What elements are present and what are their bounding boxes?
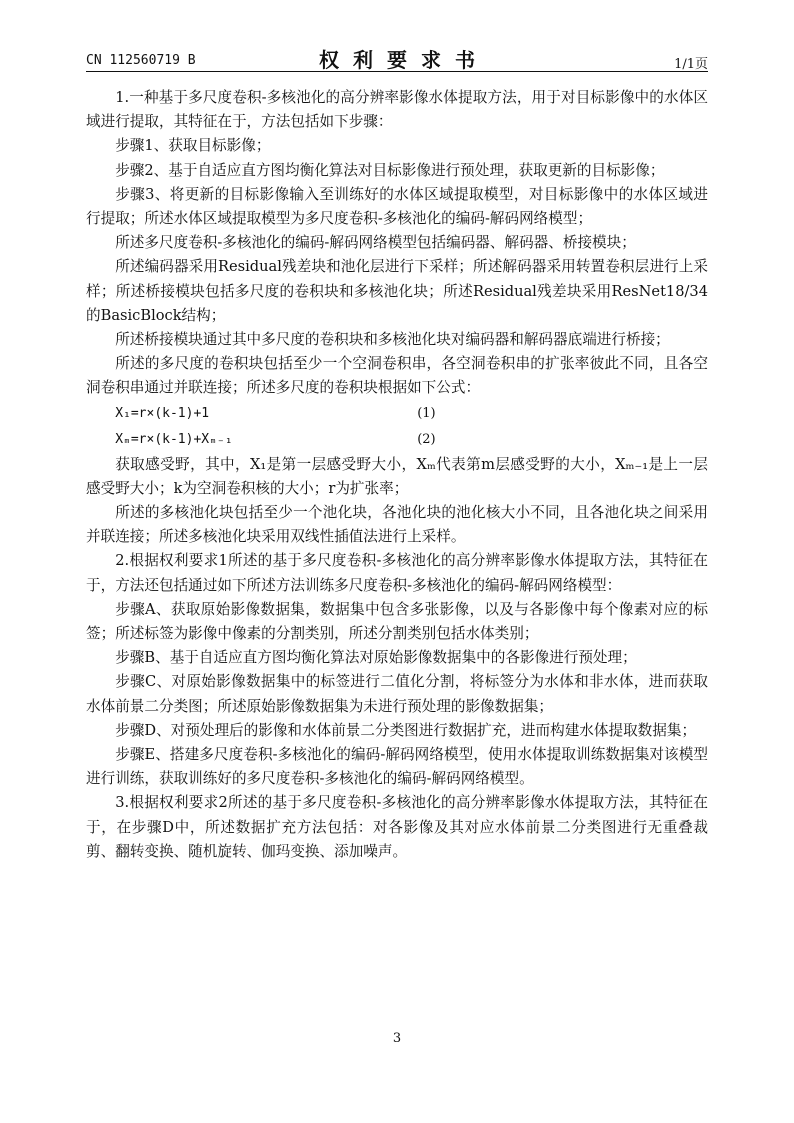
claim-1-intro: 1.一种基于多尺度卷积-多核池化的高分辨率影像水体提取方法，用于对目标影像中的水体区域进行提取，其特征在于，方法包括如下步骤：: [86, 89, 708, 131]
formula-2-expression: Xₘ=r×(k-1)+Xₘ₋₁: [115, 431, 233, 447]
formula-1: [86, 401, 708, 427]
claim-1-step-1: 步骤1、获取目标影像；: [115, 137, 271, 155]
claim-1-receptive-field: 获取感受野，其中，X₁是第一层感受野大小，Xₘ代表第m层感受野的大小，Xₘ₋₁是上一层感受野大小；k为空洞卷积核的大小；r为扩张率；: [86, 455, 708, 497]
claims-body: [86, 86, 708, 864]
claim-1-conv-block: 所述的多尺度的卷积块包括至少一个空洞卷积串，各空洞卷积串的扩张率彼此不同，且各空洞卷积串通过并联连接；所述多尺度的卷积块根据如下公式：: [86, 355, 708, 397]
claim-1-step-3: 步骤3、将更新的目标影像输入至训练好的水体区域提取模型，对目标影像中的水体区域进行提取；所述水体区域提取模型为多尺度卷积-多核池化的编码-解码网络模型；: [86, 185, 708, 228]
claim-2-step-a: 步骤A、获取原始影像数据集，数据集中包含多张影像，以及与各影像中每个像素对应的标签；所述标签为影像中像素的分割类别，所述分割类别包括水体类别；: [86, 600, 708, 643]
formula-2-number: (2): [417, 431, 436, 447]
claim-2-step-b: 步骤B、基于自适应直方图均衡化算法对原始影像数据集中的各影像进行预处理；: [115, 649, 637, 667]
claim-3: 3.根据权利要求2所述的基于多尺度卷积-多核池化的高分辨率影像水体提取方法，其特征在于，在步骤D中，所述数据扩充方法包括：对各影像及其对应水体前景二分类图进行无重叠裁剪、翻转变换、随机旋转、伽玛变换、添加噪声。: [86, 794, 708, 860]
claim-2-step-e: 步骤E、搭建多尺度卷积-多核池化的编码-解码网络模型，使用水体提取训练数据集对该模型进行训练，获取训练好的多尺度卷积-多核池化的编码-解码网络模型。: [86, 746, 708, 788]
document-title: 权利要求书: [319, 48, 489, 72]
page-number: 3: [392, 1031, 402, 1046]
claim-1-pool-block: 所述的多核池化块包括至少一个池化块，各池化块的池化核大小不同，且各池化块之间采用并联连接；所述多核池化块采用双线性插值法进行上采样。: [86, 504, 708, 546]
claim-1-step-2: 步骤2、基于自适应直方图均衡化算法对目标影像进行预处理，获取更新的目标影像；: [115, 161, 665, 179]
claim-2-step-d: 步骤D、对预处理后的影像和水体前景二分类图进行数据扩充，进而构建水体提取数据集；: [115, 721, 697, 739]
formula-2: [86, 427, 708, 453]
formula-1-expression: X₁=r×(k-1)+1: [115, 405, 210, 421]
claim-2-intro: 2.根据权利要求1所述的基于多尺度卷积-多核池化的高分辨率影像水体提取方法，其特征在于，方法还包括通过如下所述方法训练多尺度卷积-多核池化的编码-解码网络模型：: [86, 552, 708, 594]
claim-1-model-components: 所述多尺度卷积-多核池化的编码-解码网络模型包括编码器、解码器、桥接模块；: [115, 234, 636, 252]
patent-number: CN 112560719 B: [86, 53, 196, 68]
claim-2-step-c: 步骤C、对原始影像数据集中的标签进行二值化分割，将标签分为水体和非水体，进而获取水体前景二分类图；所述原始影像数据集为未进行预处理的影像数据集；: [86, 673, 708, 715]
header-rule: [86, 71, 708, 72]
claim-1-encoder-decoder: 所述编码器采用Residual残差块和池化层进行下采样；所述解码器采用转置卷积层进行上采样；所述桥接模块包括多尺度的卷积块和多核池化块；所述Residual残差块采用ResNet18/34的BasicBlock结构；: [86, 258, 708, 324]
formula-1-number: (1): [417, 405, 436, 421]
claim-1-bridge: 所述桥接模块通过其中多尺度的卷积块和多核池化块对编码器和解码器底端进行桥接；: [115, 331, 670, 349]
page-info: 1/1页: [674, 57, 708, 72]
